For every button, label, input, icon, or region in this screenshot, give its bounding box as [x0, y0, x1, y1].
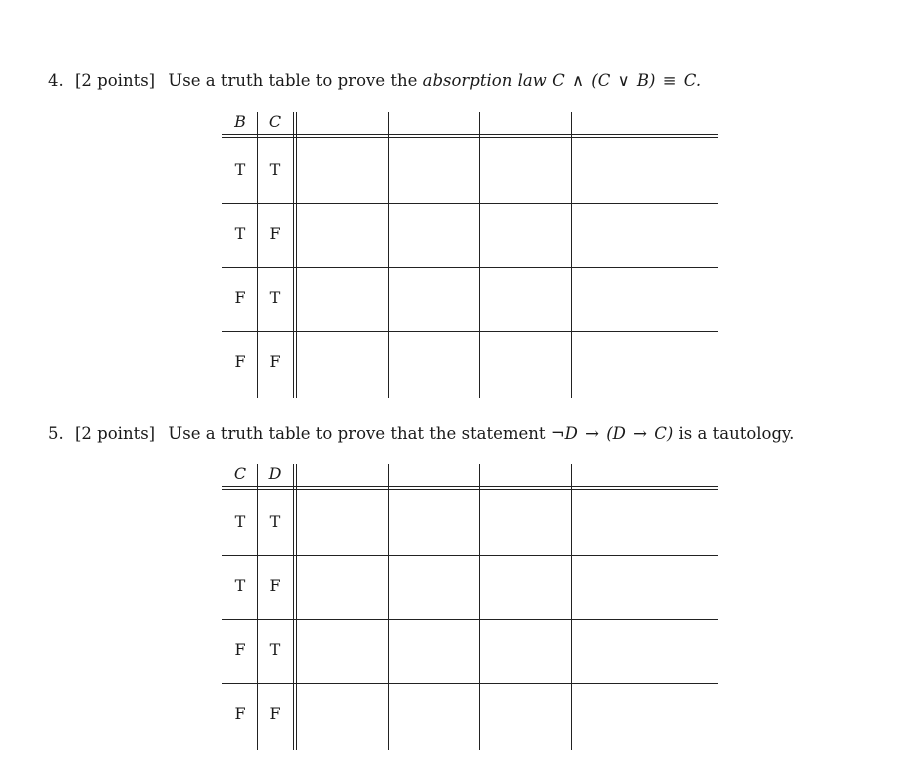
- header-rule: [222, 134, 718, 135]
- truth-value: F: [269, 224, 281, 243]
- truth-value: F: [234, 640, 246, 659]
- truth-value: T: [234, 160, 246, 179]
- truth-value: F: [269, 576, 281, 595]
- problem-number: 4.: [48, 71, 64, 90]
- row-rule: [222, 619, 718, 620]
- truth-table-2: [222, 464, 718, 750]
- row-rule: [222, 331, 718, 332]
- truth-value: T: [269, 512, 281, 531]
- problem-text: Use a truth table to prove the: [168, 71, 418, 90]
- truth-value: T: [269, 640, 281, 659]
- column-divider: [571, 112, 572, 398]
- problem-points: [2 points]: [75, 71, 156, 90]
- problem-text-end: is a tautology.: [678, 424, 795, 443]
- column-header: D: [268, 464, 282, 483]
- problem-4-statement: [48, 71, 701, 91]
- row-rule: [222, 683, 718, 684]
- column-divider: [296, 112, 297, 398]
- column-divider: [388, 464, 389, 750]
- problem-5-statement: [48, 424, 794, 444]
- header-rule: [222, 137, 718, 138]
- truth-value: F: [234, 288, 246, 307]
- row-rule: [222, 267, 718, 268]
- header-rule: [222, 489, 718, 490]
- truth-value: T: [234, 224, 246, 243]
- column-divider: [571, 464, 572, 750]
- column-divider: [479, 464, 480, 750]
- column-divider: [479, 112, 480, 398]
- column-header: B: [234, 112, 246, 131]
- row-rule: [222, 203, 718, 204]
- truth-value: T: [269, 160, 281, 179]
- problem-points: [2 points]: [75, 424, 156, 443]
- column-divider: [388, 112, 389, 398]
- absorption-law-phrase: absorption law: [422, 71, 547, 90]
- truth-value: F: [269, 704, 281, 723]
- formula: C ∧ (C ∨ B) ≡ C.: [552, 71, 702, 90]
- formula: ¬D → (D → C): [550, 424, 674, 443]
- column-divider: [296, 464, 297, 750]
- column-header: C: [268, 112, 282, 131]
- truth-value: F: [234, 704, 246, 723]
- problem-number: 5.: [48, 424, 64, 443]
- column-divider: [293, 464, 294, 750]
- truth-value: F: [234, 352, 246, 371]
- truth-value: T: [234, 512, 246, 531]
- row-rule: [222, 555, 718, 556]
- header-rule: [222, 486, 718, 487]
- column-divider: [293, 112, 294, 398]
- truth-value: T: [234, 576, 246, 595]
- truth-table-1: [222, 112, 718, 398]
- truth-value: F: [269, 352, 281, 371]
- column-header: C: [233, 464, 247, 483]
- truth-value: T: [269, 288, 281, 307]
- problem-text: Use a truth table to prove that the statement: [168, 424, 546, 443]
